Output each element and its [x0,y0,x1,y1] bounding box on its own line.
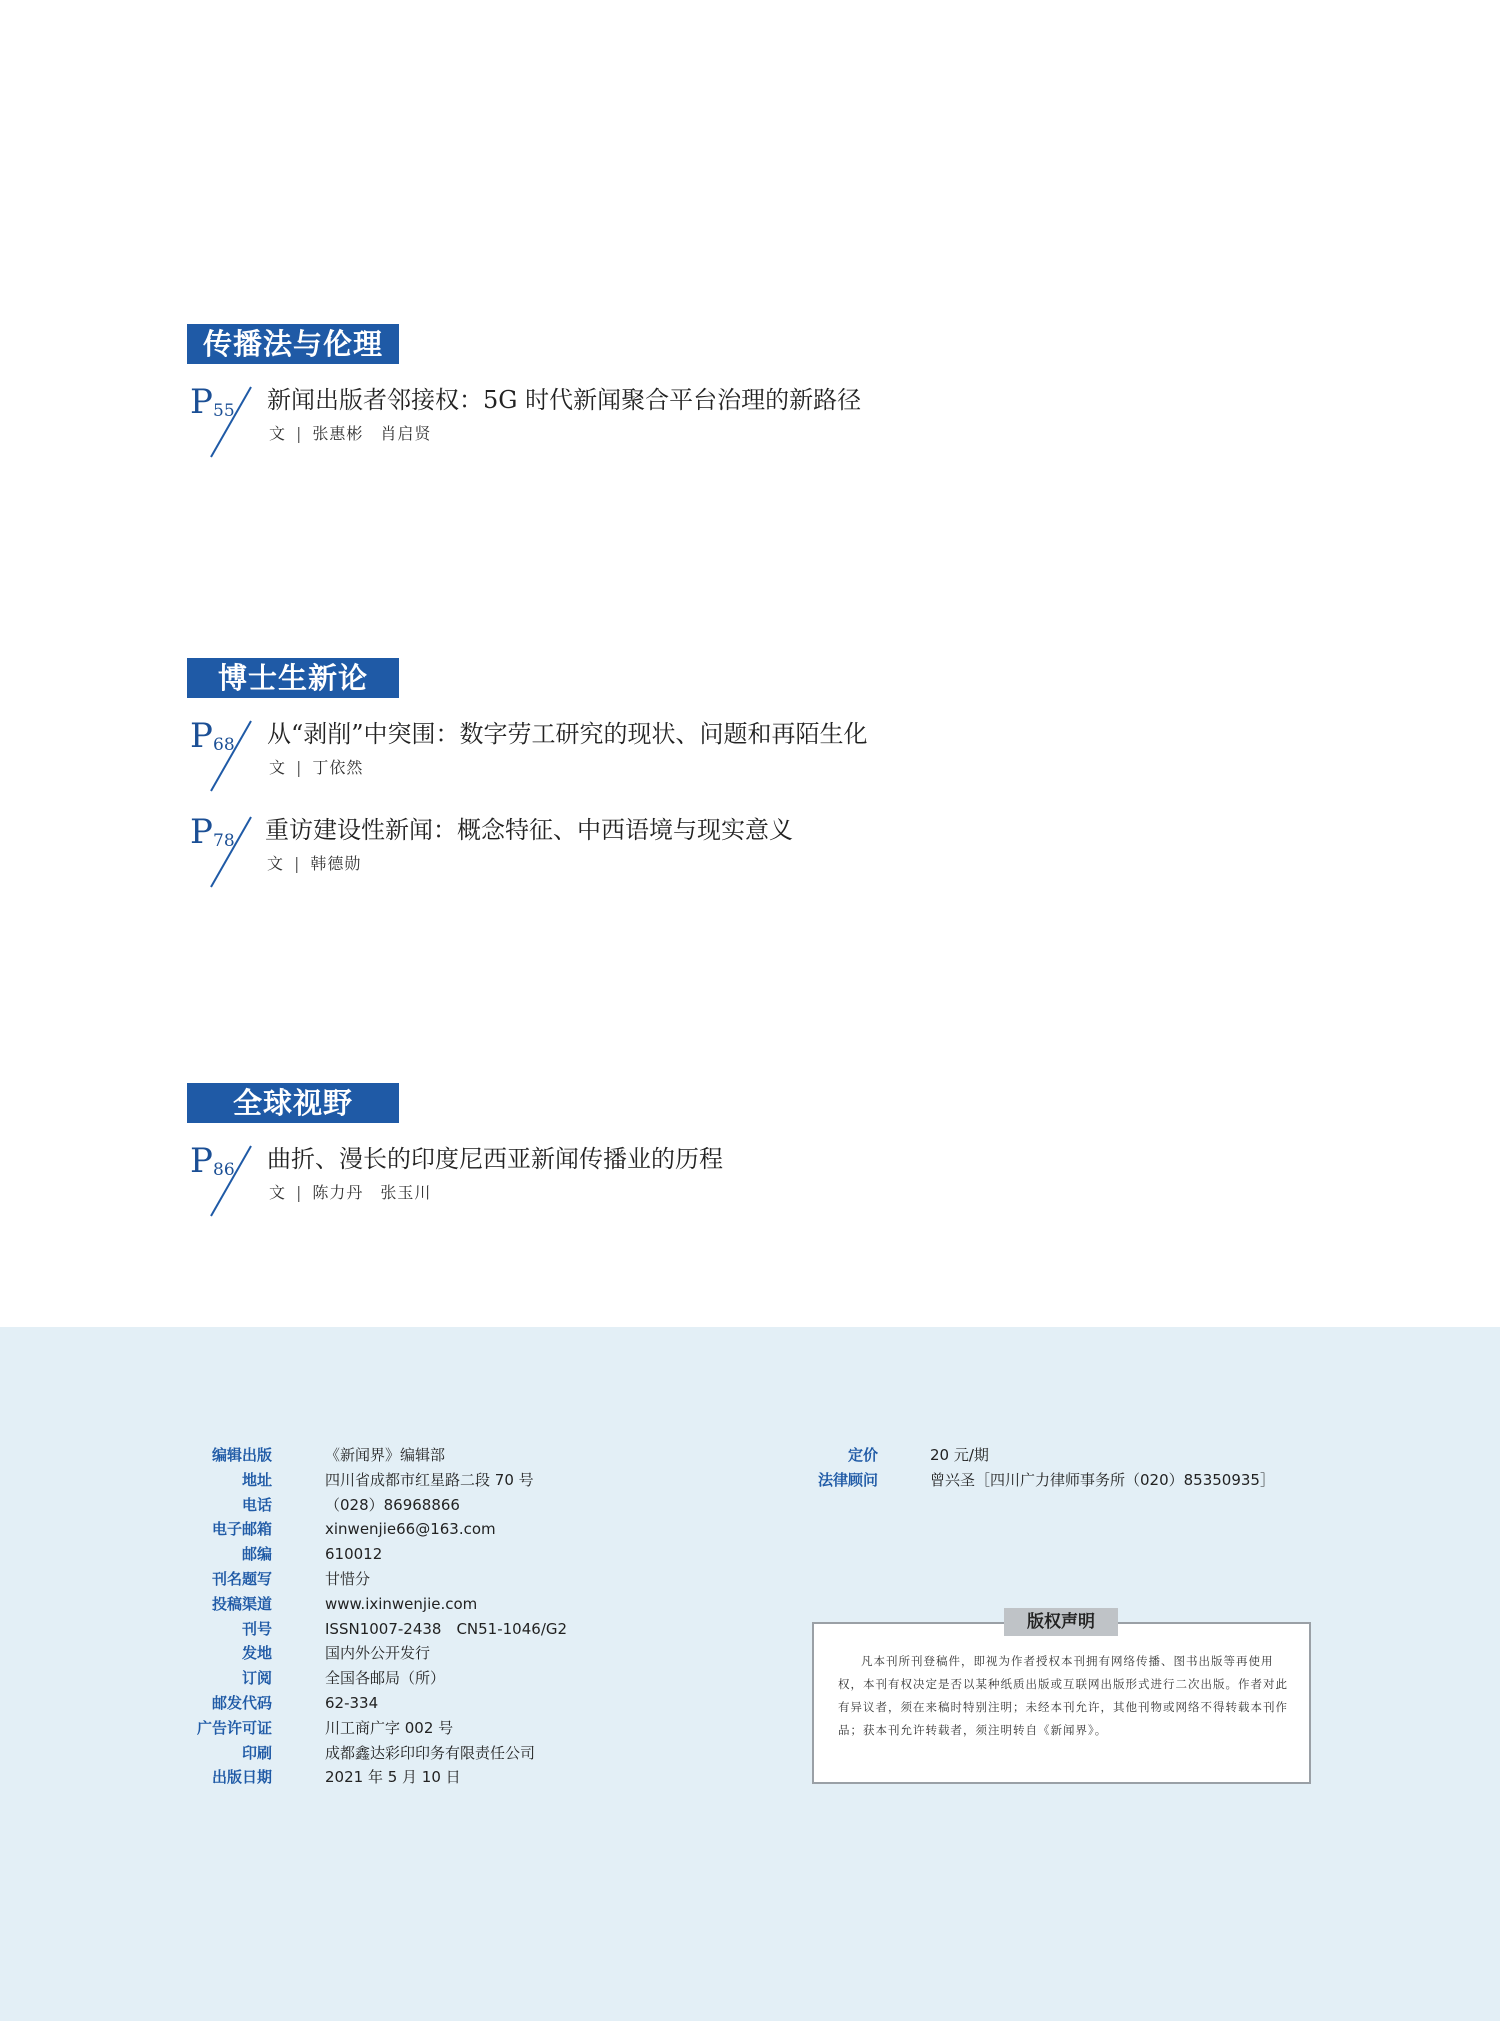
info-value: 610012 [325,1545,383,1564]
info-value: 成都鑫达彩印印务有限责任公司 [325,1743,536,1762]
author-separator: | [296,1183,303,1202]
page-prefix: P [190,1141,213,1181]
info-label: 电话 [241,1495,272,1514]
info-value: 曾兴圣［四川广力律师事务所（020）85350935］ [930,1470,1275,1489]
copyright-notice [812,1612,1311,1784]
info-row [0,1517,700,1541]
author-prefix: 文 [269,424,287,443]
info-value: 20 元/期 [930,1446,989,1464]
toc-entry[interactable] [187,383,1087,473]
copyright-title: 版权声明 [1004,1608,1118,1636]
author-names: 张惠彬 肖启贤 [312,424,432,443]
page-number [187,813,267,903]
page-number [187,383,267,473]
author-prefix: 文 [267,854,285,873]
info-label: 定价 [847,1446,878,1464]
page-digits: 86 [213,1160,235,1180]
slash-divider-icon [187,383,267,473]
page-digits: 55 [213,401,235,421]
toc-entry[interactable] [187,1142,1087,1232]
article-title[interactable]: 曲折、漫长的印度尼西亚新闻传播业的历程 [267,1145,723,1173]
info-label: 电子邮箱 [211,1520,272,1539]
info-value: 川工商广字 002 号 [325,1718,454,1737]
info-row [0,1592,700,1616]
section-tag-global-vision: 全球视野 [187,1083,399,1123]
info-label: 编辑出版 [211,1446,272,1464]
info-label: 印刷 [241,1743,272,1762]
info-label: 投稿渠道 [211,1594,272,1613]
info-value: 甘惜分 [325,1570,371,1588]
page-prefix: P [190,716,213,756]
section-tag-communication-law: 传播法与伦理 [187,324,399,364]
page-number [187,1142,267,1232]
info-label: 刊名题写 [211,1570,272,1588]
article-author [269,1182,431,1204]
info-row [0,1691,700,1715]
slash-divider-icon [187,1142,267,1232]
info-label: 订阅 [241,1669,272,1688]
author-names: 陈力丹 张玉川 [312,1183,432,1202]
info-value: 全国各邮局（所） [325,1669,446,1688]
masthead-footer [0,1327,1500,2021]
info-value: ISSN1007-2438 CN51-1046/G2 [325,1619,568,1638]
info-row [0,1493,700,1517]
info-value: xinwenjie66@163.com [325,1520,496,1539]
info-row [0,1443,1400,1467]
info-row [0,1542,700,1566]
article-title[interactable]: 从“剥削”中突围：数字劳工研究的现状、问题和再陌生化 [267,720,868,748]
author-names: 丁依然 [312,758,364,777]
info-label: 发地 [241,1644,272,1663]
info-label: 出版日期 [211,1768,272,1787]
info-row [0,1741,700,1765]
article-author [269,423,431,445]
info-label: 邮编 [241,1545,272,1564]
author-separator: | [296,424,303,443]
copyright-body: 凡本刊所刊登稿件，即视为作者授权本刊拥有网络传播、图书出版等再使用权，本刊有权决定是否以某种纸质出版或互联网出版形式进行二次出版。作者对此有异议者，须在来稿时特别注明；未经本刊允许，其他刊物或网络不得转载本刊作品；获本刊允许转载者，须注明转自《新闻界》。 [838,1654,1288,1737]
info-row [0,1567,700,1591]
section-tag-phd-forum: 博士生新论 [187,658,399,698]
author-separator: | [294,854,301,873]
info-value: 国内外公开发行 [325,1644,431,1663]
author-names: 韩德勋 [310,854,362,873]
info-row [0,1716,700,1740]
info-value: （028）86968866 [325,1495,460,1514]
article-author [267,853,361,875]
info-value: www.ixinwenjie.com [325,1594,478,1613]
info-label: 广告许可证 [196,1718,272,1737]
info-row [0,1641,700,1665]
info-value: 2021 年 5 月 10 日 [325,1768,461,1787]
info-value: 四川省成都市红星路二段 70 号 [325,1470,534,1489]
toc-entry[interactable] [187,813,1087,903]
info-row [0,1765,700,1789]
info-label: 刊号 [241,1619,272,1638]
page-digits: 68 [213,735,235,755]
info-label: 地址 [241,1470,272,1489]
info-label: 法律顾问 [817,1470,878,1489]
info-value: 《新闻界》编辑部 [325,1446,446,1464]
page-digits: 78 [213,831,235,851]
info-row [0,1468,1400,1492]
slash-divider-icon [187,813,267,903]
article-title[interactable]: 新闻出版者邻接权：5G 时代新闻聚合平台治理的新路径 [267,386,862,414]
info-label: 邮发代码 [211,1694,272,1712]
page-number [187,717,267,807]
info-row [0,1666,700,1690]
author-prefix: 文 [269,1183,287,1202]
author-prefix: 文 [269,758,287,777]
slash-divider-icon [187,717,267,807]
info-row [0,1617,700,1641]
info-value: 62-334 [325,1694,379,1712]
author-separator: | [296,758,303,777]
article-author [269,757,363,779]
article-title[interactable]: 重访建设性新闻：概念特征、中西语境与现实意义 [265,816,793,844]
page-prefix: P [190,382,213,422]
toc-entry[interactable] [187,717,1087,807]
page-prefix: P [190,812,213,852]
